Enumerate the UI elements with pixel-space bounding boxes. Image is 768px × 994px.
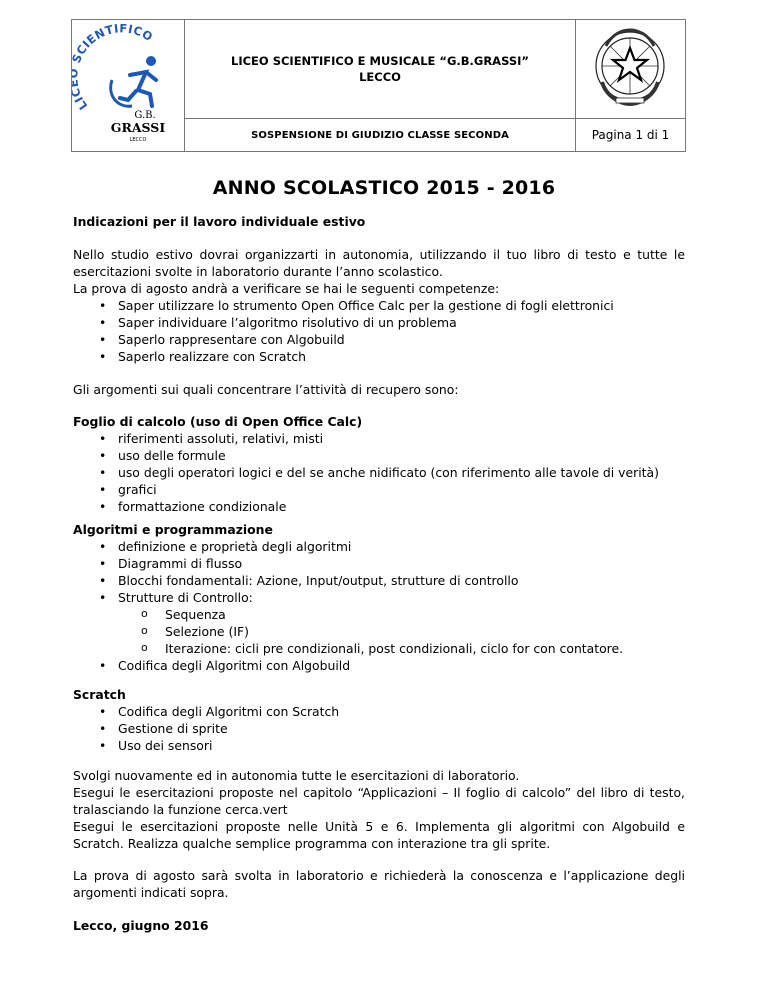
closing-line: Esegui le esercitazioni proposte nel capitolo “Applicazioni – Il foglio di calcolo” del libro di testo, [73,785,685,800]
page-number: Pagina 1 di 1 [591,128,670,142]
subtitle-cell [185,119,576,151]
list-item: • uso delle formule [73,447,685,464]
list-item: • definizione e proprietà degli algoritmi [73,538,685,555]
closing-line: argomenti indicati sopra. [73,885,229,900]
emblem-cell [576,20,685,119]
republic-emblem-icon [576,20,685,119]
section-heading: Scratch [73,687,126,702]
list-item: • Saper utilizzare lo strumento Open Office Calc per la gestione di fogli elettronici [73,297,685,314]
intro-line-2: esercitazioni svolte in laboratorio durante l’anno scolastico. [73,264,443,279]
list-item: • Diagrammi di flusso [73,555,685,572]
sub-list-item: o Selezione (IF) [73,623,685,640]
algoritmi-list [73,538,685,606]
list-item: • Saper individuare l’algoritmo risolutivo di un problema [73,314,685,331]
closing-line: tralasciando la funzione cerca.vert [73,802,288,817]
list-item: • Codifica degli Algoritmi con Algobuild [73,657,685,674]
list-item: • formattazione condizionale [73,498,685,515]
school-logo-cell [72,20,185,151]
section-heading: Foglio di calcolo (uso di Open Office Calc) [73,414,363,429]
section-algoritmi [73,521,685,674]
sub-list-item: o Iterazione: cicli pre condizionali, post condizionali, ciclo for con contatore. [73,640,685,657]
document-subtitle: SOSPENSIONE DI GIUDIZIO CLASSE SECONDA [251,129,509,141]
list-item: • Strutture di Controllo: [73,589,685,606]
foglio-list [73,430,685,515]
scratch-list [73,703,685,754]
closing-paragraph [73,767,685,852]
algoritmi-list-end [73,657,685,674]
intro-line-3: La prova di agosto andrà a verificare se hai le seguenti competenze: [73,281,500,296]
list-item: • Saperlo realizzare con Scratch [73,348,685,365]
header-table [71,19,686,152]
school-logo [72,20,185,151]
intro-line-1: Nello studio estivo dovrai organizzarti in autonomia, utilizzando il tuo libro di testo e tutte le [73,247,685,262]
intro-paragraph [73,246,685,365]
final-paragraph [73,867,685,901]
school-name-cell [185,20,576,119]
strutture-sublist [73,606,685,657]
section-foglio [73,413,685,515]
document-title: ANNO SCOLASTICO 2015 - 2016 [212,177,556,199]
list-item: • grafici [73,481,685,498]
closing-line: Esegui le esercitazioni proposte nelle Unità 5 e 6. Implementa gli algoritmi con Algobuild e [73,819,685,834]
list-item: • uso degli operatori logici e del se anche nidificato (con riferimento alle tavole di verità) [73,464,685,481]
page-number-cell [576,119,685,151]
list-item: • Saperlo rappresentare con Algobuild [73,331,685,348]
list-item: • Uso dei sensori [73,737,685,754]
logo-city: LECCO [129,137,147,143]
section-heading: Algoritmi e programmazione [73,522,273,537]
school-city: LECCO [359,70,401,84]
list-item: • Gestione di sprite [73,720,685,737]
section-scratch [73,686,685,754]
closing-line: Svolgi nuovamente ed in autonomia tutte le esercitazioni di laboratorio. [73,768,520,783]
intro-heading: Indicazioni per il lavoro individuale estivo [73,214,366,229]
closing-line: Scratch. Realizza qualche semplice programma con interazione tra gli sprite. [73,836,551,851]
runner-icon [120,56,156,106]
school-name: LICEO SCIENTIFICO E MUSICALE “G.B.GRASSI” [231,54,529,68]
sub-list-item: o Sequenza [73,606,685,623]
closing-line: La prova di agosto sarà svolta in laboratorio e richiederà la conoscenza e l’applicazione degli [73,868,685,883]
list-item: • riferimenti assoluti, relativi, misti [73,430,685,447]
logo-name: GRASSI [110,120,166,135]
competenze-list [73,297,685,365]
logo-arc-text: LI CIENTIFICO [72,21,156,113]
list-item: • Codifica degli Algoritmi con Scratch [73,703,685,720]
logo-initials: G.B. [134,110,156,121]
list-item: • Blocchi fondamentali: Azione, Input/output, strutture di controllo [73,572,685,589]
argomenti-intro: Gli argomenti sui quali concentrare l’attività di recupero sono: [73,382,459,397]
signature-date: Lecco, giugno 2016 [73,918,209,933]
